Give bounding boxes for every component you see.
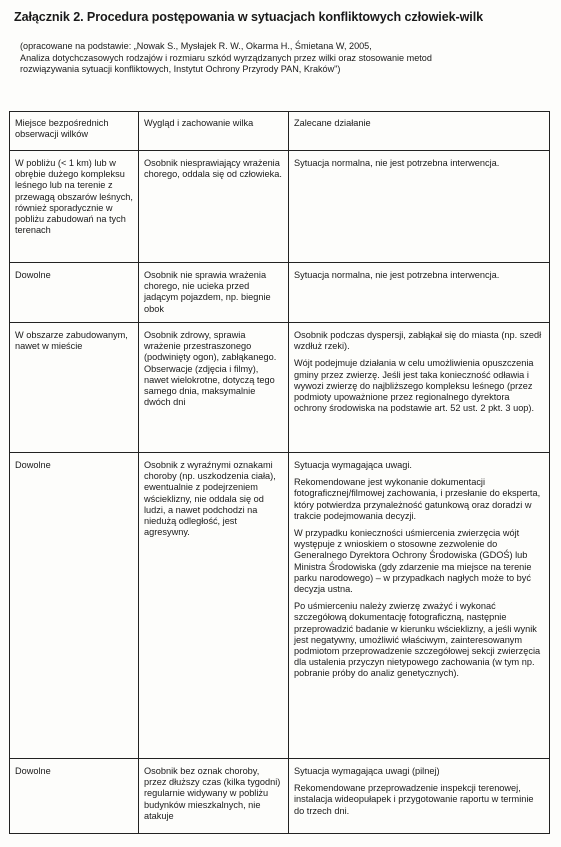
column-header-behavior: Wygląd i zachowanie wilka [139, 112, 289, 151]
source-citation [20, 41, 540, 76]
table-row [10, 759, 550, 834]
cell-place: Dowolne [10, 453, 139, 759]
table-row [10, 453, 550, 759]
table-row [10, 323, 550, 453]
source-line: rozwiązywania sytuacji konfliktowych, Instytut Ochrony Przyrody PAN, Kraków") [20, 64, 341, 74]
action-paragraph: Sytuacja normalna, nie jest potrzebna interwencja. [294, 158, 500, 168]
cell-place: W obszarze zabudowanym, nawet w mieście [10, 323, 139, 453]
cell-behavior: Osobnik bez oznak choroby, przez dłuższy czas (kilka tygodni) regularnie widywany w pobliżu budynków mieszkalnych, nie atakuje [139, 759, 289, 834]
cell-behavior: Osobnik nie sprawia wrażenia chorego, nie ucieka przed jadącym pojazdem, np. biegnie obok [139, 263, 289, 323]
cell-action [289, 453, 550, 759]
source-line: (opracowane na podstawie: „Nowak S., Mysłajek R. W., Okarma H., Śmietana W, 2005, [20, 41, 372, 51]
cell-place: Dowolne [10, 759, 139, 834]
action-paragraph: Rekomendowane jest wykonanie dokumentacji fotograficznej/filmowej zachowania, i przesłanie do eksperta, który potwierdza przynależność gatunkową oraz doradzi w trakcie podejmowania decyzji. [294, 477, 541, 521]
cell-action [289, 151, 550, 263]
document-title: Załącznik 2. Procedura postępowania w sytuacjach konfliktowych człowiek-wilk [14, 10, 484, 24]
source-line: Analiza dotychczasowych rodzajów i rozmiaru szkód wyrządzanych przez wilki oraz stosowanie metod [20, 52, 432, 63]
table-header-row [10, 112, 550, 151]
procedure-table [9, 111, 550, 834]
action-paragraph: Po uśmierceniu należy zwierzę zważyć i wykonać szczegółową dokumentację fotograficzną, następnie przeprowadzić badanie w kierunku wścieklizny, a jeśli wynik jest negatywny, umożliwić właściwym, zainteresowanym podmiotom przeprowadzenie szczegółowej sekcji zwierzęcia dla ustalenia przyczyn nietypowego zachowania (w tym np. pobranie próby do analiz genetycznych). [294, 601, 541, 679]
cell-place: W pobliżu (< 1 km) lub w obrębie dużego kompleksu leśnego lub na terenie z przewagą obszarów leśnych, również sporadycznie w pobliżu zabudowań na tych terenach [10, 151, 139, 263]
cell-action [289, 323, 550, 453]
table-row [10, 263, 550, 323]
table-row [10, 151, 550, 263]
action-paragraph: Sytuacja wymagająca uwagi (pilnej) [294, 766, 440, 776]
cell-place: Dowolne [10, 263, 139, 323]
action-paragraph: Rekomendowane przeprowadzenie inspekcji terenowej, instalacja wideopułapek i przygotowanie raportu w terminie do trzech dni. [294, 783, 534, 816]
action-paragraph: W przypadku konieczności uśmiercenia zwierzęcia wójt występuje z wnioskiem o stosowne zezwolenie do Generalnego Dyrektora Ochrony Środowiska (GDOŚ) lub Ministra Środowiska (gdy zdarzenie ma miejsce na terenie parku narodowego) – w przypadkach nagłych może to być decyzja ustna. [294, 528, 532, 595]
cell-action [289, 759, 550, 834]
action-paragraph: Sytuacja normalna, nie jest potrzebna interwencja. [294, 270, 500, 280]
action-paragraph: Osobnik podczas dyspersji, zabłąkał się do miasta (np. szedł wzdłuż rzeki). [294, 330, 542, 352]
cell-behavior: Osobnik zdrowy, sprawia wrażenie przestraszonego (podwinięty ogon), zabłąkanego. Obserwacje (zdjęcia i filmy), nawet wielokrotne, dotyczą tego samego dnia, maksymalnie dwóch dni [139, 323, 289, 453]
cell-action [289, 263, 550, 323]
column-header-action: Zalecane działanie [289, 112, 550, 151]
cell-behavior: Osobnik z wyraźnymi oznakami choroby (np. uszkodzenia ciała), ewentualnie z podejrzeniem wścieklizny, nie oddala się od ludzi, a nawet podchodzi na niedużą odległość, jest agresywny. [139, 453, 289, 759]
action-paragraph: Sytuacja wymagająca uwagi. [294, 460, 412, 470]
action-paragraph: Wójt podejmuje działania w celu umożliwienia opuszczenia gminy przez zwierzę. Jeśli jest taka konieczność odławia i wywozi zwierzę do najbliższego kompleksu leśnego (przez podmioty upoważnione przez regionalnego dyrektora ochrony środowiska na podstawie art. 52 ust. 2 pkt. 3 uop). [294, 358, 535, 414]
cell-behavior: Osobnik niesprawiający wrażenia chorego, oddala się od człowieka. [139, 151, 289, 263]
column-header-place: Miejsce bezpośrednich obserwacji wilków [10, 112, 139, 151]
